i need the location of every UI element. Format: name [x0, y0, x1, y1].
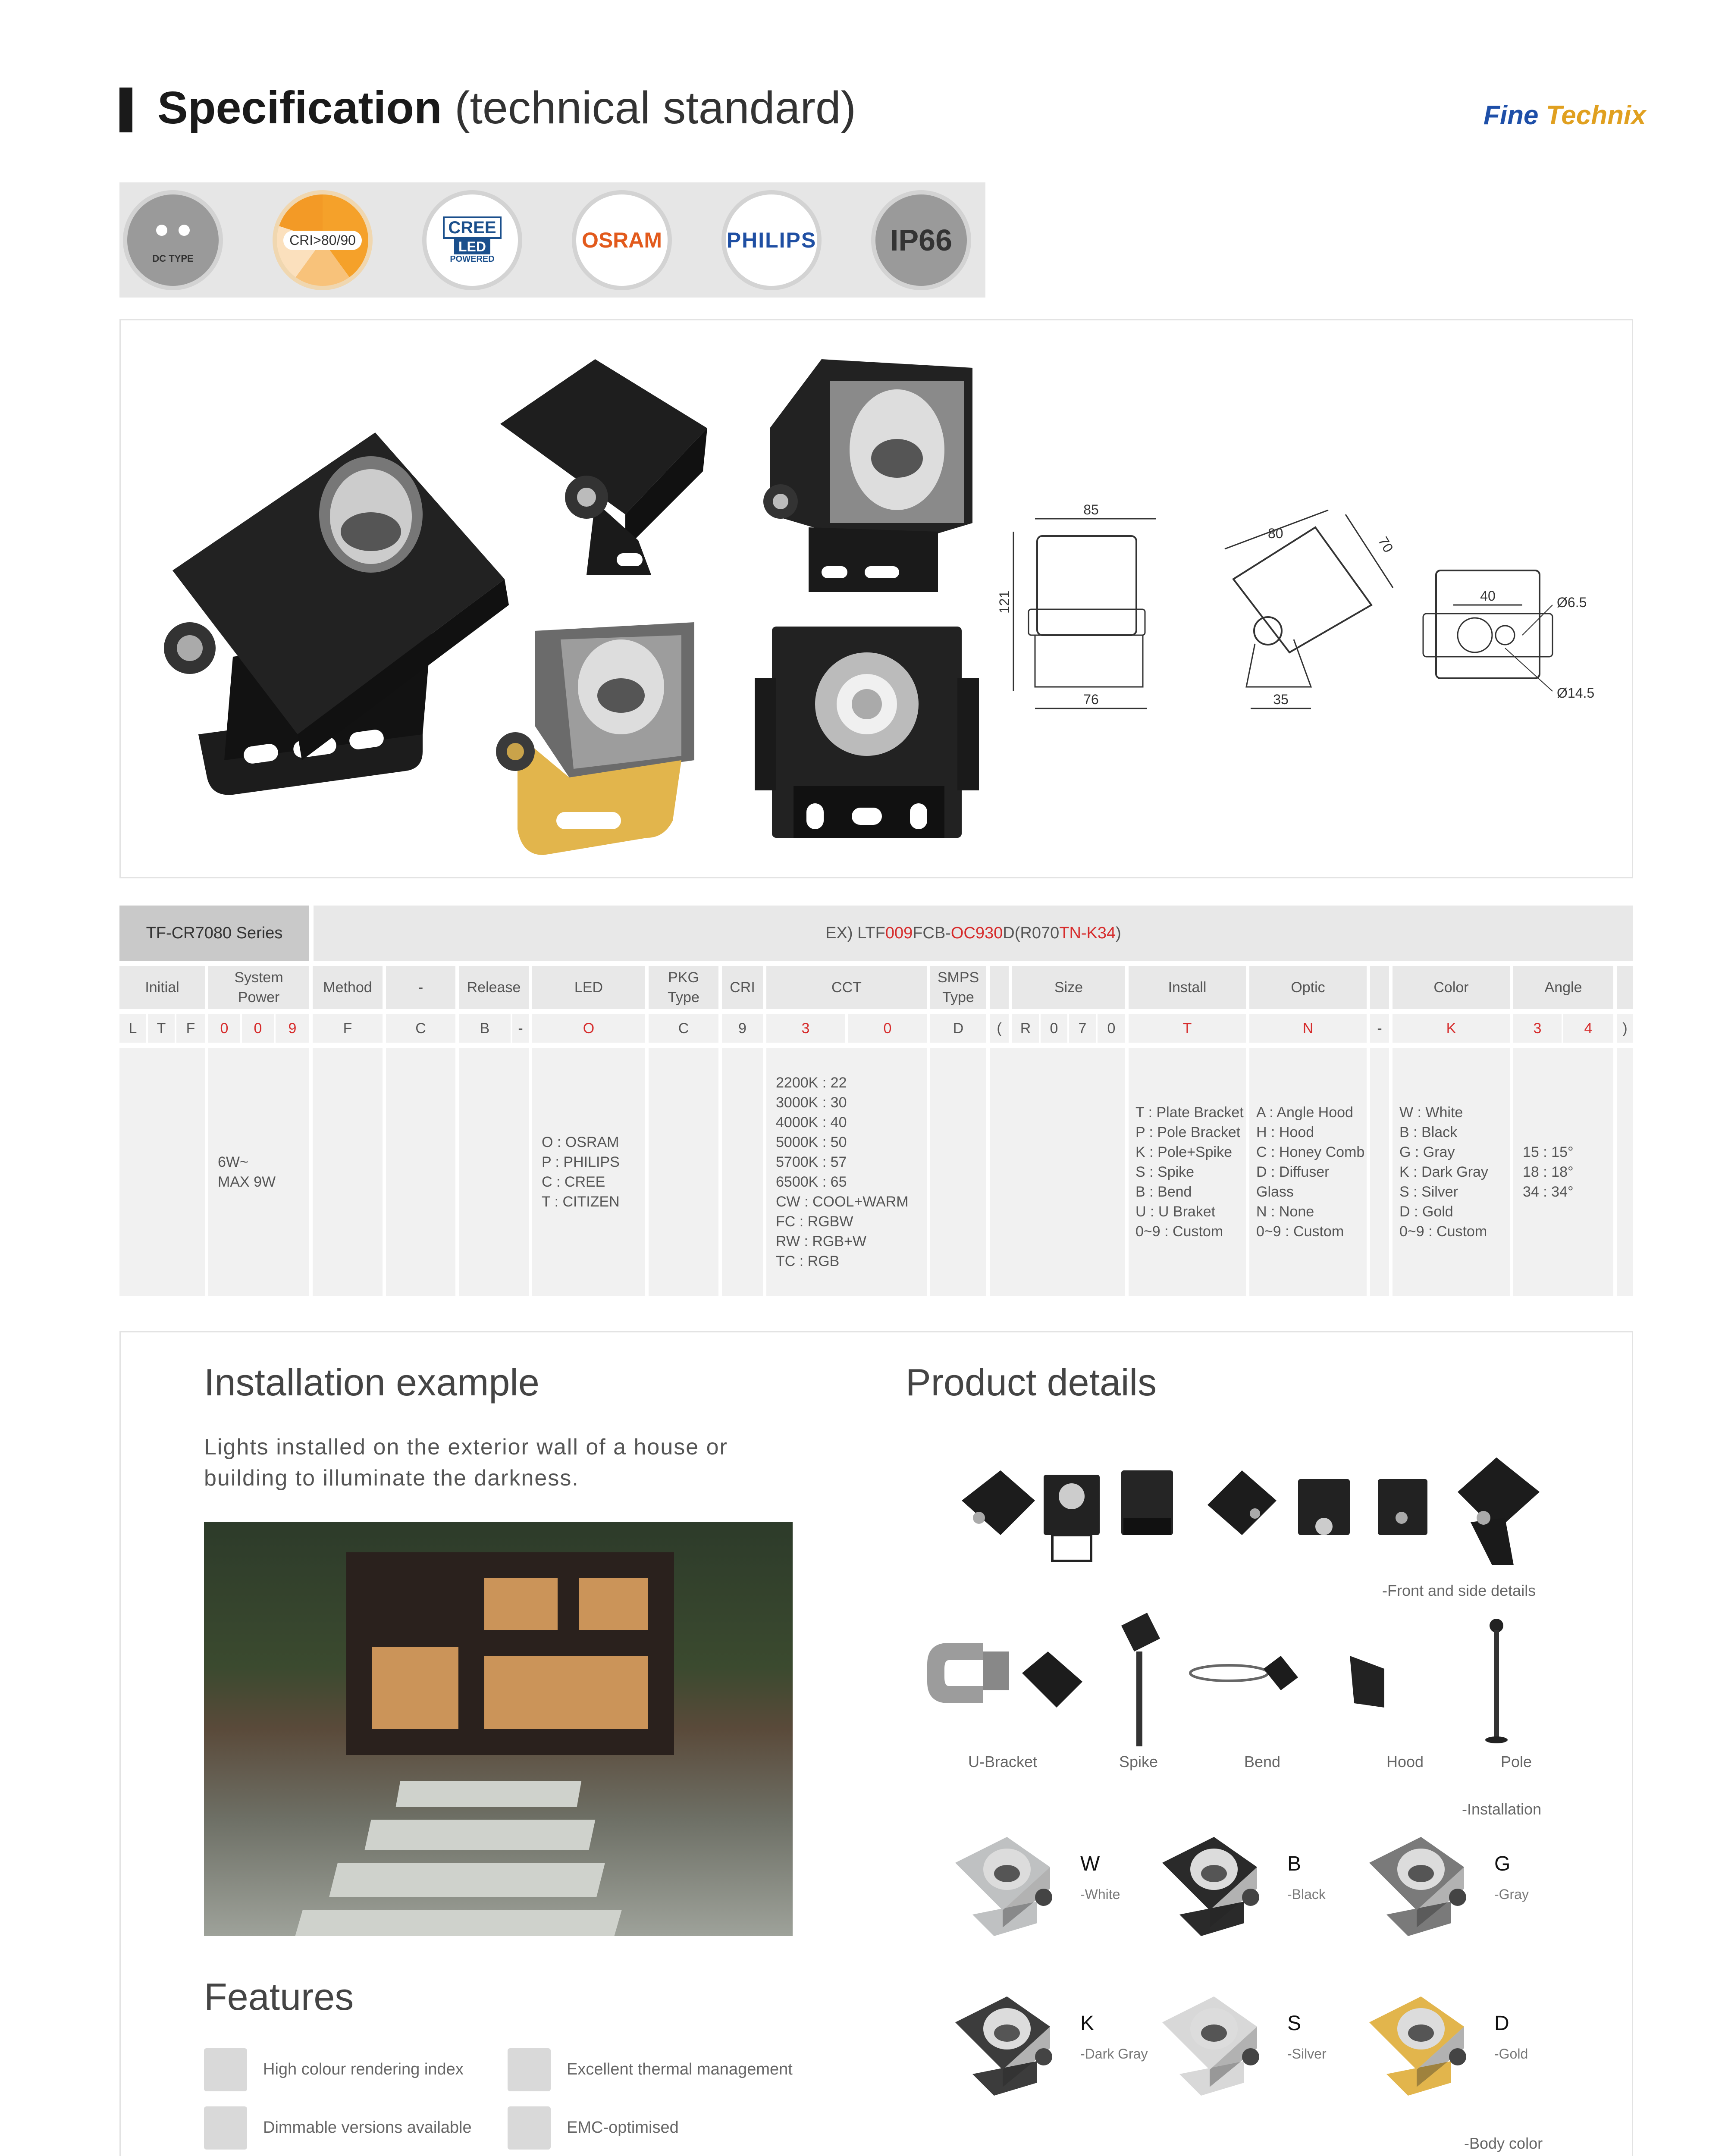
code-power-1: 0	[208, 1014, 240, 1043]
ip66-label: IP66	[890, 223, 952, 257]
cri-badge	[273, 190, 373, 290]
cree-powered-label: POWERED	[450, 254, 495, 264]
col-release: Release	[459, 966, 529, 1009]
desc-pkg-type	[649, 1048, 718, 1296]
feature-thermal: Excellent thermal management	[567, 2060, 793, 2078]
osram-label: OSRAM	[581, 228, 662, 252]
body-color-caption: -Body color	[1464, 2134, 1543, 2152]
install-label-bend: Bend	[1244, 1753, 1281, 1771]
example-part-4: D(R070	[1003, 924, 1060, 942]
dim-front-height: 121	[997, 590, 1012, 614]
col-angle: Angle	[1513, 966, 1613, 1009]
feature-cri: High colour rendering index	[263, 2060, 464, 2078]
cree-badge	[422, 190, 522, 290]
house-illustration	[346, 1552, 674, 1755]
brand-logo	[1484, 100, 1646, 131]
color-code-white: W	[1080, 1852, 1100, 1875]
dc-type-badge	[123, 190, 223, 290]
col-install: Install	[1129, 966, 1246, 1009]
code-size-4: 0	[1098, 1014, 1125, 1043]
col-smps-type: SMPS Type	[930, 966, 986, 1009]
desc-method	[313, 1048, 383, 1296]
code-dash-2: -	[1370, 1014, 1389, 1043]
code-power-3: 9	[276, 1014, 309, 1043]
emc-feature-icon	[508, 2106, 551, 2150]
code-paren-open: (	[990, 1014, 1009, 1043]
code-f: F	[176, 1014, 205, 1043]
front-dimension-drawing	[997, 501, 1199, 726]
desc-optic: A : Angle Hood H : Hood C : Honey Comb D : Diffuser Glass N : None 0~9 : Custom	[1249, 1048, 1367, 1296]
color-name-white: -White	[1080, 1887, 1120, 1902]
desc-cri	[722, 1048, 763, 1296]
color-code-gray: G	[1494, 1852, 1511, 1875]
dim-side-b: 70	[1375, 534, 1396, 555]
series-row	[119, 906, 1633, 961]
desc-dash	[386, 1048, 455, 1296]
col-pkg-type: PKG Type	[649, 966, 718, 1009]
feature-dimmable: Dimmable versions available	[263, 2118, 472, 2137]
logo-part-1: Fine	[1484, 100, 1546, 130]
dim-side-base: 35	[1273, 692, 1289, 707]
page-title	[157, 78, 856, 138]
example-part-5: TN-K34	[1059, 924, 1116, 942]
osram-badge	[572, 190, 672, 290]
example-part-1: 009	[885, 924, 913, 942]
color-name-silver: -Silver	[1287, 2046, 1327, 2062]
code-cct-1: 3	[766, 1014, 845, 1043]
code-angle-2: 4	[1563, 1014, 1613, 1043]
dim-front-base: 76	[1083, 692, 1099, 707]
dim-back-hole-small: Ø6.5	[1557, 595, 1587, 610]
example-prefix: EX) LTF	[825, 924, 885, 942]
color-swatch-black	[1149, 1828, 1266, 1949]
code-paren-close: )	[1617, 1014, 1633, 1043]
title-subtitle: (technical standard)	[455, 82, 856, 133]
product-details-title: Product details	[906, 1361, 1157, 1404]
product-images-panel	[119, 319, 1633, 878]
header-row	[119, 966, 1633, 1009]
code-method: F	[313, 1014, 383, 1043]
col-system-power: System Power	[208, 966, 309, 1009]
code-smps: D	[930, 1014, 986, 1043]
col-spacer-2	[1370, 966, 1389, 1009]
desc-cct: 2200K : 22 3000K : 30 4000K : 40 5000K : 50 5700K : 57 6500K : 65 CW : COOL+WARM FC : RGBW RW : RGB+W TC : RGB	[766, 1048, 927, 1296]
installation-title: Installation example	[204, 1361, 539, 1404]
color-swatch-gray	[1356, 1828, 1473, 1949]
color-swatch-white	[942, 1828, 1059, 1949]
desc-release	[459, 1048, 529, 1296]
code-size-1: R	[1012, 1014, 1039, 1043]
back-dimension-drawing	[1419, 562, 1609, 708]
col-dash: -	[386, 966, 455, 1009]
code-dash-1: -	[512, 1014, 529, 1043]
desc-install: T : Plate Bracket P : Pole Bracket K : Pole+Spike S : Spike B : Bend U : U Braket 0~9 : Custom	[1129, 1048, 1246, 1296]
dim-side-a: 80	[1268, 526, 1283, 541]
col-cri: CRI	[722, 966, 763, 1009]
dc-plug-icon	[156, 225, 190, 236]
philips-label: PHILIPS	[726, 228, 817, 252]
desc-color: W : White B : Black G : Gray K : Dark Gray S : Silver D : Gold 0~9 : Custom	[1393, 1048, 1510, 1296]
code-size-3: 7	[1069, 1014, 1096, 1043]
philips-badge	[721, 190, 822, 290]
desc-smps	[930, 1048, 986, 1296]
description-row	[119, 1048, 1633, 1296]
install-label-spike: Spike	[1119, 1753, 1158, 1771]
install-label-pole: Pole	[1501, 1753, 1532, 1771]
desc-system-power: 6W~ MAX 9W	[208, 1048, 309, 1296]
col-optic: Optic	[1249, 966, 1367, 1009]
color-swatch-gold	[1356, 1988, 1473, 2109]
desc-size	[990, 1048, 1125, 1296]
cri-feature-icon	[204, 2048, 247, 2091]
col-spacer-1	[990, 966, 1009, 1009]
col-spacer-3	[1617, 966, 1633, 1009]
code-l: L	[119, 1014, 146, 1043]
example-part-6: )	[1116, 924, 1121, 942]
code-release-1: C	[386, 1014, 455, 1043]
example-part-2: FCB-	[913, 924, 951, 942]
dim-back-hole-large: Ø14.5	[1557, 685, 1595, 701]
series-name: TF-CR7080 Series	[119, 906, 309, 961]
ip66-badge	[871, 190, 971, 290]
code-led: O	[532, 1014, 645, 1043]
install-caption: -Installation	[1462, 1800, 1542, 1818]
code-row	[119, 1014, 1633, 1043]
title-accent-bar	[119, 88, 132, 132]
color-code-black: B	[1287, 1852, 1302, 1875]
color-name-dark-gray: -Dark Gray	[1080, 2046, 1148, 2062]
color-name-black: -Black	[1287, 1887, 1326, 1902]
desc-led: O : OSRAM P : PHILIPS C : CREE T : CITIZEN	[532, 1048, 645, 1296]
code-optic: N	[1249, 1014, 1367, 1043]
col-led: LED	[532, 966, 645, 1009]
col-method: Method	[313, 966, 383, 1009]
dimmable-feature-icon	[204, 2106, 247, 2150]
front-side-caption: -Front and side details	[1382, 1582, 1536, 1599]
product-front-image	[755, 618, 996, 859]
order-code-example	[314, 906, 1633, 961]
col-cct: CCT	[766, 966, 927, 1009]
code-power-2: 0	[242, 1014, 274, 1043]
code-size-2: 0	[1041, 1014, 1067, 1043]
code-cri: 9	[722, 1014, 763, 1043]
front-side-thumbnails	[953, 1453, 1557, 1583]
code-release-2: B	[459, 1014, 511, 1043]
code-install: T	[1129, 1014, 1246, 1043]
installation-text: Lights installed on the exterior wall of a house or building to illuminate the darkness.	[204, 1435, 728, 1491]
dim-front-width: 85	[1083, 502, 1099, 517]
color-name-gold: -Gold	[1494, 2046, 1528, 2062]
code-angle-1: 3	[1513, 1014, 1562, 1043]
desc-angle: 15 : 15° 18 : 18° 34 : 34°	[1513, 1048, 1613, 1296]
code-pkg: C	[649, 1014, 718, 1043]
cree-led-label: LED	[454, 239, 490, 254]
title-bold: Specification	[157, 82, 442, 133]
cree-label: CREE	[443, 216, 501, 239]
desc-initial	[119, 1048, 205, 1296]
product-silver-front-image	[757, 342, 998, 618]
dim-back-width: 40	[1480, 588, 1496, 604]
logo-part-2: Technix	[1546, 100, 1646, 130]
installation-accessory-thumbnails	[919, 1608, 1548, 1751]
product-main-image	[147, 424, 518, 834]
col-color: Color	[1393, 966, 1510, 1009]
product-side-image	[496, 342, 716, 583]
desc-end	[1617, 1048, 1633, 1296]
certification-badges	[119, 182, 985, 298]
thermal-feature-icon	[508, 2048, 551, 2091]
code-cct-2: 0	[848, 1014, 927, 1043]
color-code-dark-gray: K	[1080, 2012, 1095, 2035]
desc-spacer	[1370, 1048, 1389, 1296]
color-swatch-dark-gray	[942, 1988, 1059, 2109]
color-swatch-silver	[1149, 1988, 1266, 2109]
feature-emc: EMC-optimised	[567, 2118, 679, 2137]
col-initial: Initial	[119, 966, 205, 1009]
color-code-silver: S	[1287, 2012, 1302, 2035]
example-part-3: OC930	[950, 924, 1003, 942]
dc-type-label: DC TYPE	[152, 253, 194, 264]
side-dimension-drawing	[1208, 501, 1406, 726]
product-gold-image	[492, 596, 733, 864]
cri-label: CRI>80/90	[283, 231, 362, 250]
code-color: K	[1393, 1014, 1510, 1043]
color-name-gray: -Gray	[1494, 1887, 1529, 1902]
col-size: Size	[1012, 966, 1125, 1009]
install-label-hood: Hood	[1386, 1753, 1424, 1771]
color-code-gold: D	[1494, 2012, 1509, 2035]
install-label-u-bracket: U-Bracket	[968, 1753, 1038, 1771]
features-title: Features	[204, 1975, 354, 2018]
details-panel	[119, 1331, 1633, 2156]
code-t: T	[148, 1014, 175, 1043]
installation-photo	[204, 1522, 793, 1936]
